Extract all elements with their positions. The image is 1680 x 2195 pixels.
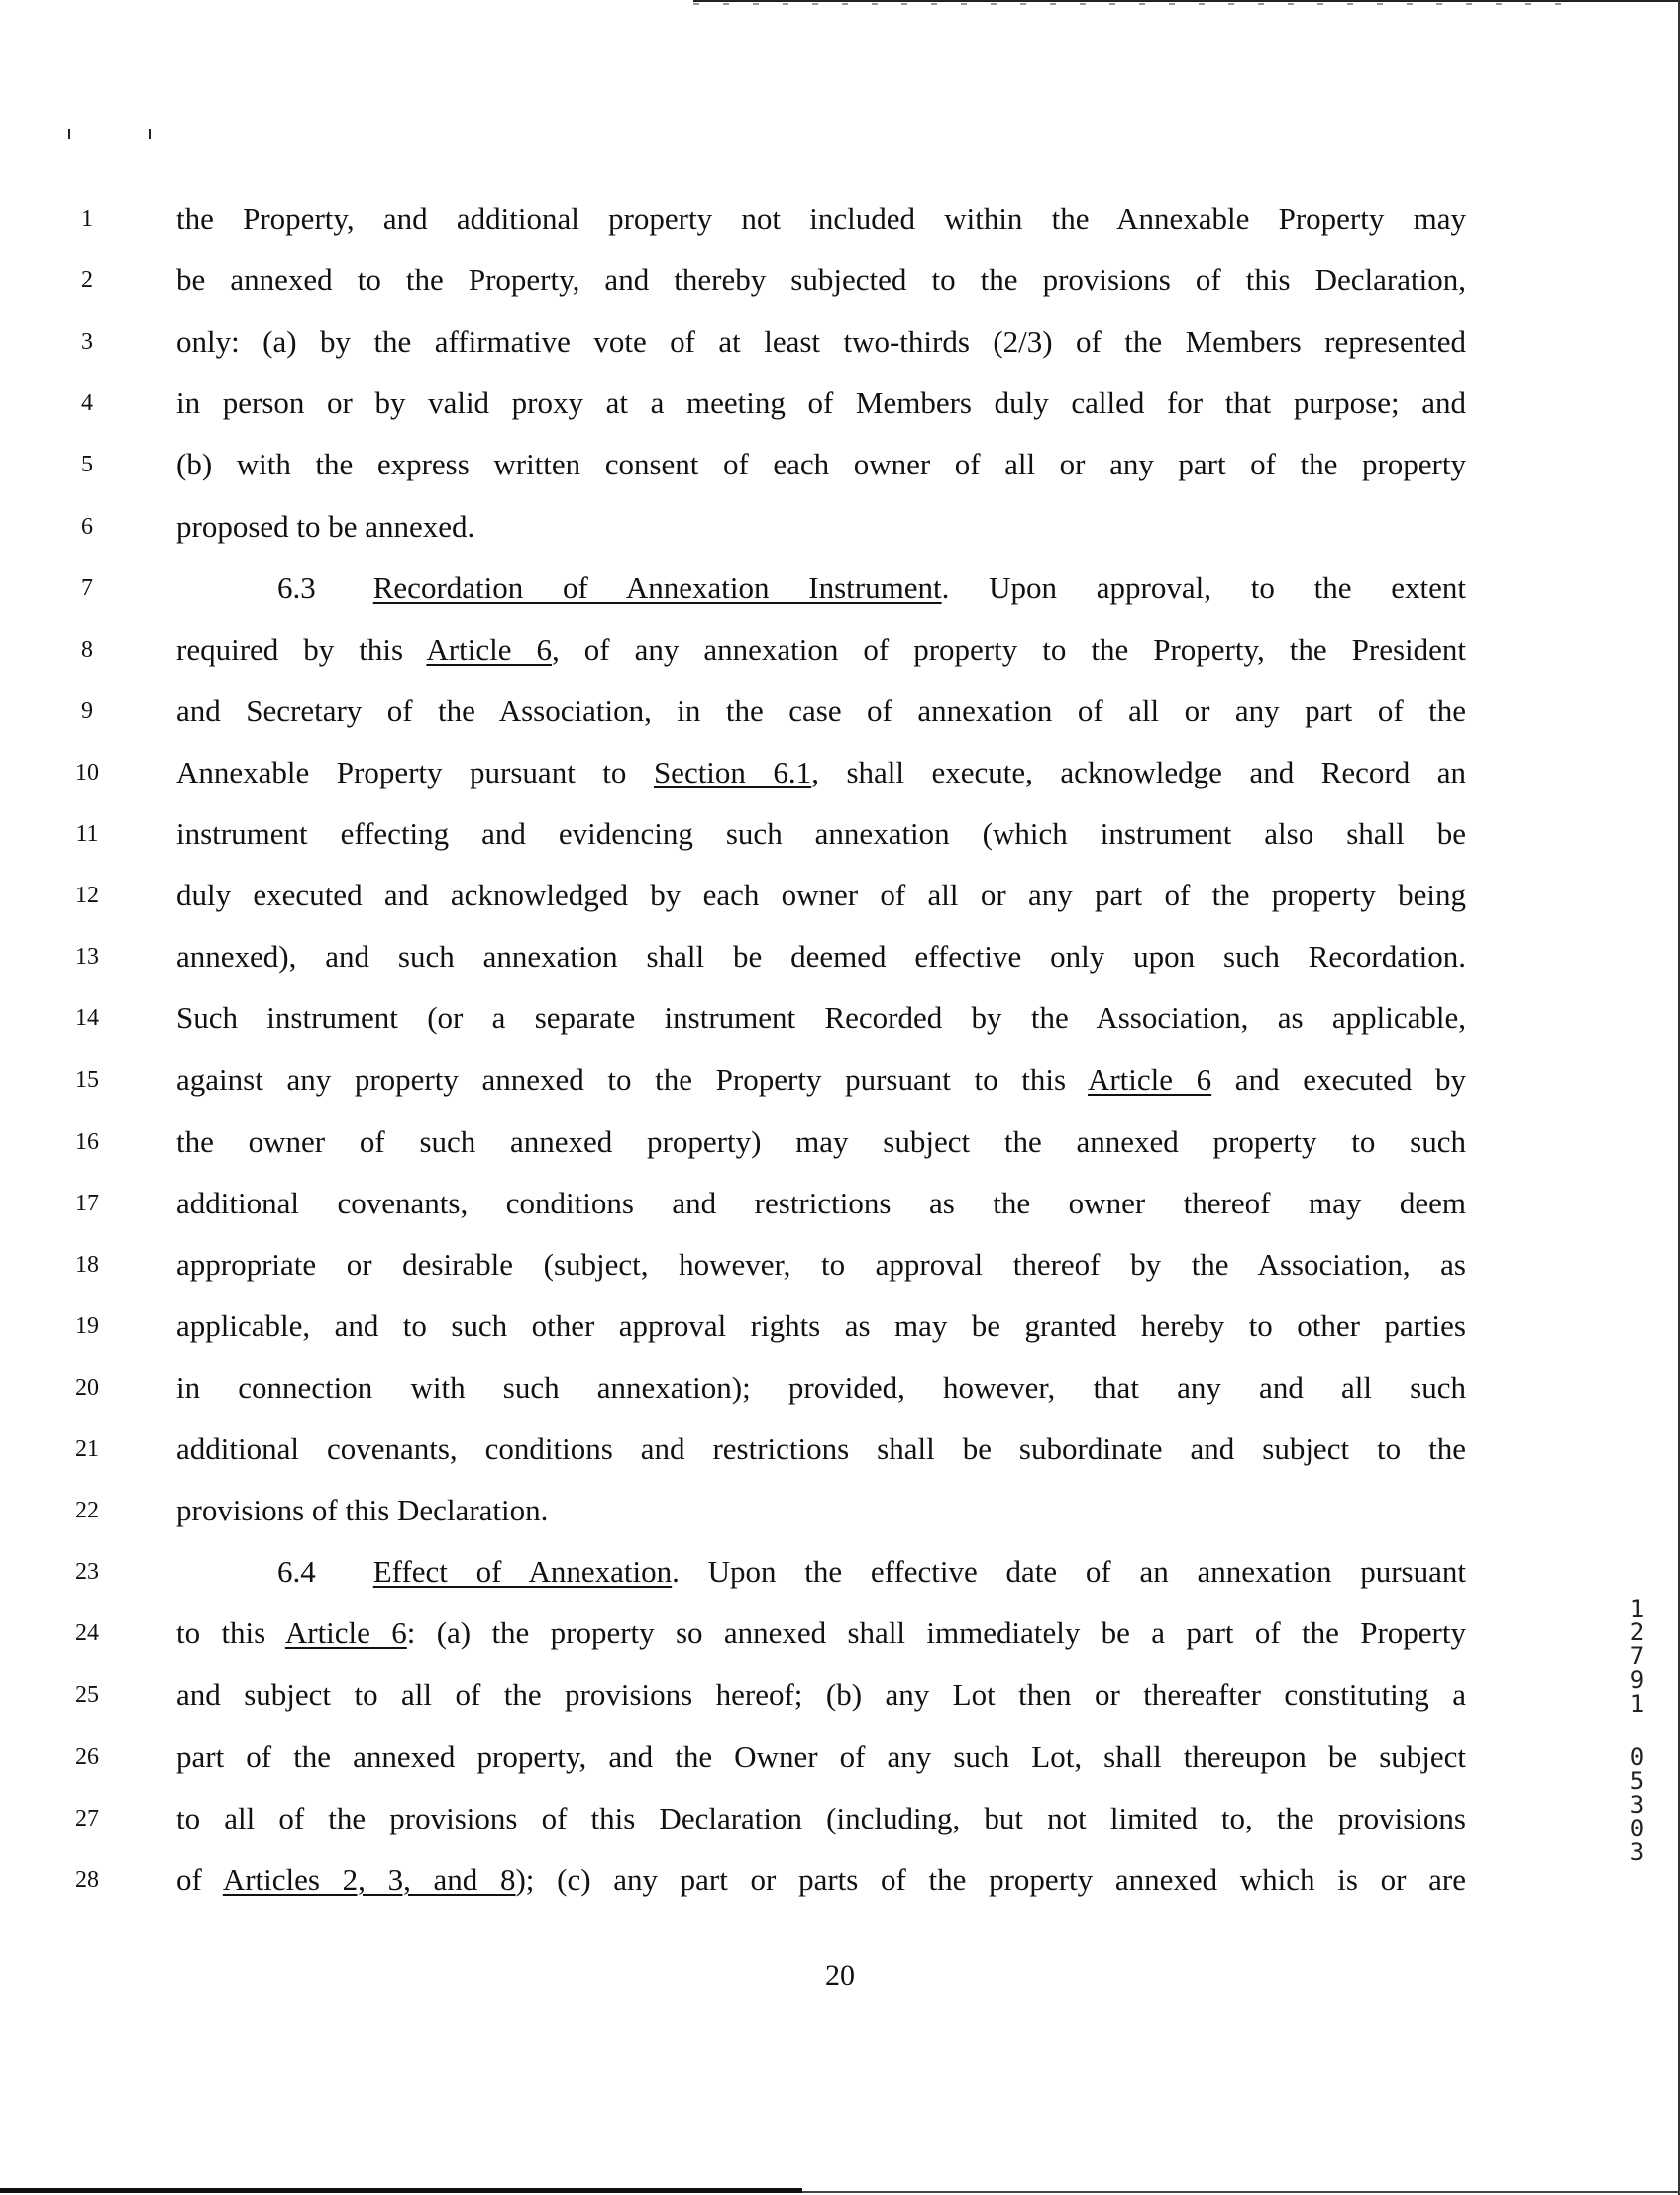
line-number: 8	[81, 636, 93, 663]
text-run: be annexed to the Property, and thereby subjected to the provisions of this Declaration,	[176, 262, 1466, 298]
line-number: 6	[81, 513, 93, 540]
document-line	[0, 558, 1680, 619]
scan-mark	[149, 129, 151, 139]
document-line	[0, 988, 1680, 1049]
line-text	[176, 865, 1466, 926]
line-number: 13	[75, 944, 99, 971]
line-text	[176, 1480, 1466, 1541]
text-run: Annexable Property pursuant to	[176, 754, 654, 789]
line-text	[176, 1049, 1466, 1110]
document-line	[0, 1173, 1680, 1234]
cross-reference: Article 6	[1087, 1062, 1212, 1098]
line-text	[176, 1664, 1466, 1725]
text-run: appropriate or desirable (subject, however, to approval thereof by the Association, as	[176, 1246, 1466, 1282]
line-number: 15	[75, 1067, 99, 1094]
text-run: provisions of this Declaration.	[176, 1493, 549, 1528]
line-text	[176, 1726, 1466, 1788]
text-run: : (a) the property so annexed shall immediately be a part of the Property	[406, 1616, 1466, 1651]
line-number: 26	[75, 1743, 99, 1770]
document-line	[0, 1357, 1680, 1418]
text-run: applicable, and to such other approval rights as may be granted hereby to other parties	[176, 1307, 1466, 1343]
document-line	[0, 188, 1680, 250]
document-line	[0, 372, 1680, 434]
scan-noise-top	[693, 3, 1585, 5]
text-run: and subject to all of the provisions hereof; (b) any Lot then or thereafter constituting a	[176, 1677, 1466, 1713]
line-number: 28	[75, 1866, 99, 1893]
document-line	[0, 1234, 1680, 1296]
line-number: 22	[75, 1498, 99, 1524]
document-line	[0, 434, 1680, 495]
recording-digit: 1	[1629, 1690, 1645, 1718]
scan-edge-bottom-thin	[802, 2191, 1680, 2193]
document-line	[0, 1603, 1680, 1664]
line-number: 25	[75, 1682, 99, 1709]
document-line	[0, 680, 1680, 742]
line-number: 4	[81, 390, 93, 417]
line-text	[176, 619, 1466, 680]
line-text	[176, 1296, 1466, 1357]
line-number: 24	[75, 1620, 99, 1647]
line-number: 12	[75, 883, 99, 909]
line-text	[176, 434, 1466, 495]
line-text	[176, 188, 1466, 250]
text-run: in connection with such annexation); provided, however, that any and all such	[176, 1369, 1466, 1405]
text-run: to all of the provisions of this Declaration (including, but not limited to, the provisions	[176, 1800, 1466, 1835]
cross-reference: Article 6	[284, 1616, 407, 1651]
text-run: . Upon the effective date of an annexation pursuant	[672, 1554, 1466, 1590]
document-line	[0, 1049, 1680, 1110]
text-run: the Property, and additional property not included within the Annexable Property may	[176, 201, 1466, 236]
document-line	[0, 1296, 1680, 1357]
recording-digit: 2	[1629, 1619, 1645, 1646]
recording-digit: 9	[1629, 1666, 1645, 1694]
line-text	[176, 1849, 1466, 1911]
document-line	[0, 1726, 1680, 1788]
recording-number-bottom	[1623, 1745, 1652, 1864]
cross-reference: Article 6	[426, 631, 552, 667]
document-line	[0, 742, 1680, 803]
text-run: ); (c) any part or parts of the property annexed which is or are	[515, 1861, 1466, 1897]
text-run: to this	[176, 1616, 285, 1651]
text-run: annexed), and such annexation shall be deemed effective only upon such Recordation.	[176, 939, 1466, 975]
document-line	[0, 619, 1680, 680]
document-line	[0, 250, 1680, 311]
text-run: additional covenants, conditions and restrictions as the owner thereof may deem	[176, 1185, 1466, 1220]
line-text	[176, 558, 1466, 619]
text-run: of	[176, 1861, 223, 1897]
cross-reference: Articles 2, 3, and 8	[222, 1861, 516, 1897]
cross-reference: Effect of Annexation	[372, 1554, 673, 1590]
line-number: 3	[81, 329, 93, 356]
line-number: 9	[81, 697, 93, 724]
line-text	[176, 926, 1466, 988]
line-number: 20	[75, 1374, 99, 1401]
line-number: 5	[81, 452, 93, 478]
recording-digit: 5	[1629, 1767, 1645, 1795]
line-number: 11	[75, 821, 99, 847]
document-line	[0, 496, 1680, 558]
text-run: part of the annexed property, and the Owner of any such Lot, shall thereupon be subject	[176, 1738, 1466, 1774]
section-number: 6.4	[277, 1554, 316, 1590]
document-line	[0, 1111, 1680, 1173]
text-run: in person or by valid proxy at a meeting of Members duly called for that purpose; and	[176, 385, 1466, 421]
document-line	[0, 1849, 1680, 1911]
line-number: 1	[81, 206, 93, 232]
line-text	[176, 1418, 1466, 1480]
line-text	[176, 680, 1466, 742]
line-text	[176, 1541, 1466, 1603]
line-text	[176, 1234, 1466, 1296]
text-run: and Secretary of the Association, in the case of annexation of all or any part of the	[176, 692, 1466, 728]
text-run: instrument effecting and evidencing such annexation (which instrument also shall be	[176, 816, 1466, 851]
scan-mark	[68, 129, 70, 139]
scan-edge-top	[693, 0, 1680, 2]
text-run: the owner of such annexed property) may subject the annexed property to such	[176, 1123, 1466, 1159]
text-run: Such instrument (or a separate instrument Recorded by the Association, as applicable,	[176, 1000, 1466, 1036]
text-run: , of any annexation of property to the Property, the President	[551, 631, 1466, 667]
line-number: 21	[75, 1436, 99, 1462]
document-line	[0, 1418, 1680, 1480]
recording-number	[1623, 1597, 1652, 1864]
page-number: 20	[825, 1959, 855, 1992]
document-line	[0, 865, 1680, 926]
text-run: . Upon approval, to the extent	[941, 570, 1466, 605]
line-text	[176, 496, 1466, 558]
line-text	[176, 1788, 1466, 1849]
line-text	[176, 372, 1466, 434]
recording-digit: 3	[1629, 1838, 1645, 1866]
text-run: and executed by	[1211, 1062, 1466, 1098]
line-text	[176, 988, 1466, 1049]
recording-digit: 3	[1629, 1791, 1645, 1819]
text-run: , shall execute, acknowledge and Record an	[811, 754, 1466, 789]
line-number: 14	[75, 1005, 99, 1032]
line-number: 27	[75, 1805, 99, 1831]
line-text	[176, 742, 1466, 803]
line-text	[176, 1357, 1466, 1418]
document-line	[0, 926, 1680, 988]
line-text	[176, 1603, 1466, 1664]
recording-digit: 0	[1629, 1815, 1645, 1842]
text-run: proposed to be annexed.	[176, 508, 475, 544]
recording-digit: 1	[1629, 1595, 1645, 1622]
document-line	[0, 1664, 1680, 1725]
text-run: additional covenants, conditions and restrictions shall be subordinate and subject to the	[176, 1431, 1466, 1466]
text-run: against any property annexed to the Property pursuant to this	[176, 1062, 1088, 1098]
line-number: 7	[81, 575, 93, 601]
document-line	[0, 1541, 1680, 1603]
document-line	[0, 803, 1680, 865]
document-line	[0, 1480, 1680, 1541]
recording-digit: 7	[1629, 1642, 1645, 1670]
line-number: 17	[75, 1190, 99, 1216]
section-number: 6.3	[277, 570, 316, 605]
line-text	[176, 1173, 1466, 1234]
text-run: required by this	[176, 631, 427, 667]
line-number: 18	[75, 1251, 99, 1278]
text-run: duly executed and acknowledged by each owner of all or any part of the property being	[176, 878, 1466, 913]
cross-reference: Section 6.1	[653, 754, 812, 789]
line-text	[176, 250, 1466, 311]
scan-edge-bottom	[0, 2188, 802, 2193]
line-text	[176, 311, 1466, 372]
text-run: only: (a) by the affirmative vote of at least two-thirds (2/3) of the Members represented	[176, 324, 1466, 360]
line-text	[176, 1111, 1466, 1173]
recording-number-top	[1623, 1597, 1652, 1716]
text-run: (b) with the express written consent of each owner of all or any part of the property	[176, 447, 1466, 482]
line-number: 2	[81, 267, 93, 294]
line-number: 19	[75, 1312, 99, 1339]
document-line	[0, 311, 1680, 372]
line-number: 10	[75, 759, 99, 785]
line-number: 23	[75, 1559, 99, 1586]
line-number: 16	[75, 1128, 99, 1155]
cross-reference: Recordation of Annexation Instrument	[372, 570, 942, 605]
line-text	[176, 803, 1466, 865]
recording-digit: 0	[1629, 1743, 1645, 1771]
document-line	[0, 1788, 1680, 1849]
